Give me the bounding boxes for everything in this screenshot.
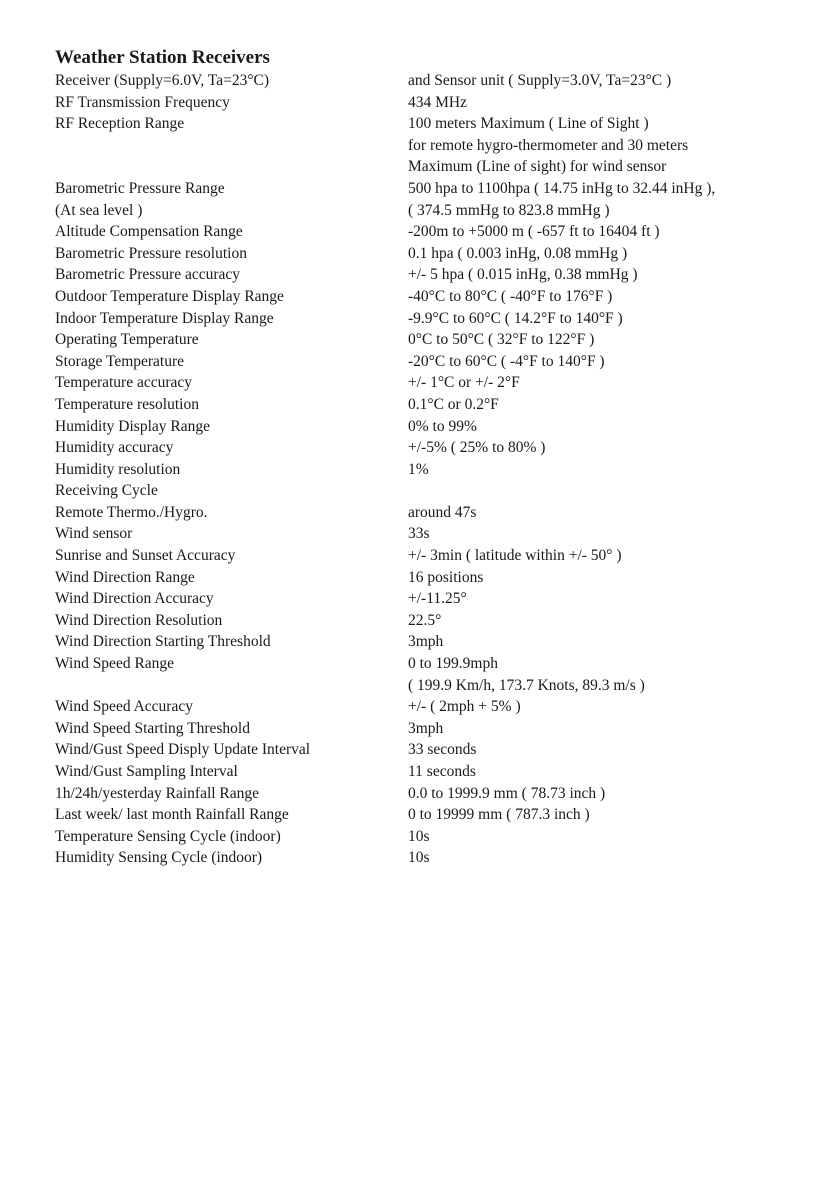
spec-value: 100 meters Maximum ( Line of Sight )	[408, 115, 649, 133]
spec-value: 1%	[408, 460, 429, 478]
spec-row	[55, 739, 815, 761]
spec-value: 3mph	[408, 719, 444, 737]
spec-value: 33s	[408, 525, 430, 543]
spec-label: Humidity resolution	[55, 460, 181, 478]
spec-label: Wind Direction Accuracy	[55, 590, 214, 608]
spec-label: Temperature accuracy	[55, 374, 193, 392]
spec-label: Receiving Cycle	[55, 482, 158, 500]
spec-value: 0 to 199.9mph	[408, 655, 498, 673]
spec-label: Storage Temperature	[55, 352, 185, 370]
spec-label: Humidity accuracy	[55, 439, 174, 457]
spec-label: Wind Direction Range	[55, 568, 195, 586]
spec-row	[55, 718, 815, 740]
spec-row	[55, 308, 815, 330]
spec-value: 10s	[408, 827, 430, 845]
spec-label: Sunrise and Sunset Accuracy	[55, 547, 236, 565]
spec-row	[55, 178, 815, 200]
spec-value: ( 199.9 Km/h, 173.7 Knots, 89.3 m/s )	[408, 676, 645, 694]
spec-label: Outdoor Temperature Display Range	[55, 287, 284, 305]
spec-row	[55, 437, 815, 459]
spec-value: 22.5°	[408, 611, 442, 629]
spec-label: Altitude Compensation Range	[55, 223, 243, 241]
spec-value: -9.9°C to 60°C ( 14.2°F to 140°F )	[408, 309, 623, 327]
spec-row	[55, 372, 815, 394]
page-title: Weather Station Receivers	[55, 47, 270, 68]
spec-row	[55, 545, 815, 567]
spec-row	[55, 351, 815, 373]
spec-label: Wind Speed Range	[55, 655, 175, 673]
spec-row	[55, 847, 815, 869]
spec-label: (At sea level )	[55, 201, 143, 219]
spec-row	[55, 653, 815, 675]
spec-row	[55, 329, 815, 351]
spec-label: Wind/Gust Speed Disply Update Interval	[55, 741, 311, 759]
spec-label: Humidity Sensing Cycle (indoor)	[55, 849, 263, 867]
spec-value: 0.0 to 1999.9 mm ( 78.73 inch )	[408, 784, 606, 802]
spec-row	[55, 92, 815, 114]
spec-value: 16 positions	[408, 568, 484, 586]
spec-value: 10s	[408, 849, 430, 867]
spec-label: Temperature Sensing Cycle (indoor)	[55, 827, 281, 845]
spec-value: -20°C to 60°C ( -4°F to 140°F )	[408, 352, 605, 370]
spec-row	[55, 502, 815, 524]
spec-row	[55, 523, 815, 545]
spec-label: Wind Speed Starting Threshold	[55, 719, 250, 737]
spec-table	[55, 70, 815, 869]
spec-label: Humidity Display Range	[55, 417, 210, 435]
spec-label: Receiver (Supply=6.0V, Ta=23°C)	[55, 72, 270, 89]
spec-value: 434 MHz	[408, 93, 467, 111]
spec-label: Indoor Temperature Display Range	[55, 309, 274, 327]
spec-row	[55, 264, 815, 286]
spec-label: 1h/24h/yesterday Rainfall Range	[55, 784, 260, 802]
spec-row	[55, 567, 815, 589]
spec-row	[55, 243, 815, 265]
spec-value: 0.1 hpa ( 0.003 inHg, 0.08 mmHg )	[408, 244, 628, 262]
spec-row	[55, 135, 815, 157]
spec-value	[408, 480, 815, 502]
spec-row	[55, 459, 815, 481]
spec-row	[55, 631, 815, 653]
spec-label: Barometric Pressure accuracy	[55, 266, 241, 284]
spec-value: 500 hpa to 1100hpa ( 14.75 inHg to 32.44 inHg ),	[408, 179, 716, 197]
spec-label: RF Reception Range	[55, 115, 185, 133]
spec-label: Last week/ last month Rainfall Range	[55, 806, 289, 824]
spec-value: +/-5% ( 25% to 80% )	[408, 439, 546, 457]
spec-label: Temperature resolution	[55, 395, 199, 413]
spec-label: Wind sensor	[55, 525, 133, 543]
spec-label: Barometric Pressure Range	[55, 179, 225, 197]
spec-row	[55, 826, 815, 848]
spec-label: RF Transmission Frequency	[55, 93, 230, 111]
spec-value: 0 to 19999 mm ( 787.3 inch )	[408, 806, 590, 824]
spec-row	[55, 480, 815, 502]
spec-row	[55, 804, 815, 826]
spec-value: 0°C to 50°C ( 32°F to 122°F )	[408, 331, 595, 349]
spec-row	[55, 286, 815, 308]
spec-value: +/-11.25°	[408, 590, 467, 608]
spec-label: Wind Direction Resolution	[55, 611, 223, 629]
spec-value: -40°C to 80°C ( -40°F to 176°F )	[408, 287, 613, 305]
spec-value: and Sensor unit ( Supply=3.0V, Ta=23°C )	[408, 72, 672, 89]
spec-row	[55, 156, 815, 178]
spec-label	[55, 135, 408, 157]
spec-label: Barometric Pressure resolution	[55, 244, 247, 262]
spec-value: 0% to 99%	[408, 417, 477, 435]
spec-value: around 47s	[408, 503, 477, 521]
spec-value: for remote hygro-thermometer and 30 meters	[408, 136, 689, 154]
spec-row	[55, 200, 815, 222]
spec-value: 33 seconds	[408, 741, 477, 759]
spec-label	[55, 675, 408, 697]
spec-value: +/- ( 2mph + 5% )	[408, 698, 521, 716]
spec-row	[55, 394, 815, 416]
spec-value: +/- 3min ( latitude within +/- 50° )	[408, 547, 622, 565]
spec-label: Wind Direction Starting Threshold	[55, 633, 271, 651]
spec-row	[55, 783, 815, 805]
spec-label	[55, 156, 408, 178]
spec-row	[55, 696, 815, 718]
spec-row	[55, 610, 815, 632]
spec-value: -200m to +5000 m ( -657 ft to 16404 ft )	[408, 223, 660, 241]
spec-value: +/- 5 hpa ( 0.015 inHg, 0.38 mmHg )	[408, 266, 638, 284]
spec-row	[55, 113, 815, 135]
spec-value: 3mph	[408, 633, 444, 651]
spec-row	[55, 761, 815, 783]
spec-value: +/- 1°C or +/- 2°F	[408, 374, 520, 392]
spec-row	[55, 221, 815, 243]
spec-label: Wind/Gust Sampling Interval	[55, 763, 238, 780]
spec-row	[55, 588, 815, 610]
spec-value: ( 374.5 mmHg to 823.8 mmHg )	[408, 201, 610, 219]
spec-row	[55, 416, 815, 438]
spec-value: 11 seconds	[408, 763, 476, 780]
spec-label: Remote Thermo./Hygro.	[55, 503, 208, 521]
spec-label: Operating Temperature	[55, 331, 199, 349]
spec-row	[55, 675, 815, 697]
spec-value: Maximum (Line of sight) for wind sensor	[408, 158, 667, 176]
spec-value: 0.1°C or 0.2°F	[408, 395, 499, 413]
spec-row	[55, 70, 815, 92]
spec-label: Wind Speed Accuracy	[55, 698, 193, 716]
